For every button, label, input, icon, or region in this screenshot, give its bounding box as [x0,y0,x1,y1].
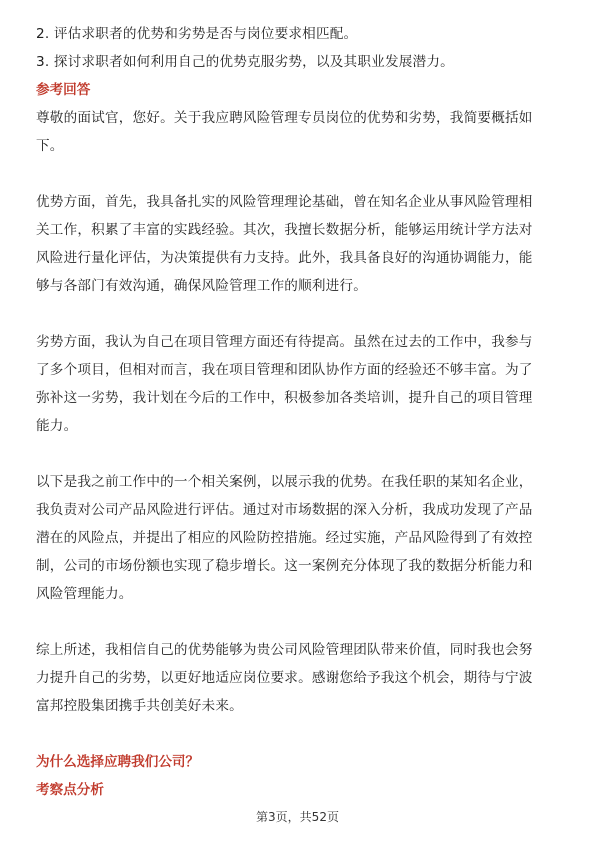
answer-heading: 参考回答 [36,82,91,98]
paragraph-line: 尊敬的面试官，您好。关于我应聘风险管理专员岗位的优势和劣势，我简要概括如 [36,110,533,126]
list-item-2: 2. 评估求职者的优势和劣势是否与岗位要求相匹配。 [36,26,358,42]
paragraph-line: 综上所述，我相信自己的优势能够为贵公司风险管理团队带来价值，同时我也会努 [36,642,533,658]
paragraph-line: 制，公司的市场份额也实现了稳步增长。这一案例充分体现了我的数据分析能力和 [36,558,533,574]
paragraph-line: 风险进行量化评估，为决策提供有力支持。此外，我具备良好的沟通协调能力，能 [36,250,533,266]
paragraph-summary [36,636,560,720]
paragraph-line: 以下是我之前工作中的一个相关案例，以展示我的优势。在我任职的某知名企业， [36,474,533,490]
paragraph-line: 风险管理能力。 [36,586,133,602]
paragraph-line: 了多个项目，但相对而言，我在项目管理和团队协作方面的经验还不够丰富。为了 [36,362,533,378]
paragraph-line: 下。 [36,138,64,154]
paragraph-weaknesses [36,328,560,440]
paragraph-line: 弥补这一劣势，我计划在今后的工作中，积极参加各类培训，提升自己的项目管理 [36,390,533,406]
paragraph-line: 关工作，积累了丰富的实践经验。其次，我擅长数据分析，能够运用统计学方法对 [36,222,533,238]
paragraph-line: 我负责对公司产品风险进行评估。通过对市场数据的深入分析，我成功发现了产品 [36,502,533,518]
paragraph-line: 能力。 [36,418,78,434]
paragraph-line: 潜在的风险点，并提出了相应的风险防控措施。经过实施，产品风险得到了有效控 [36,530,533,546]
paragraph-line: 富邦控股集团携手共创美好未来。 [36,698,243,714]
list-item-3: 3. 探讨求职者如何利用自己的优势克服劣势，以及其职业发展潜力。 [36,54,454,70]
page-number-footer: 第3页，共52页 [256,810,339,824]
analysis-heading: 考察点分析 [36,782,104,798]
paragraph-case [36,468,560,608]
next-question-heading: 为什么选择应聘我们公司？ [36,754,200,770]
paragraph-line: 劣势方面，我认为自己在项目管理方面还有待提高。虽然在过去的工作中，我参与 [36,334,533,350]
paragraph-intro [36,104,560,160]
page-content [36,20,560,804]
paragraph-strengths [36,188,560,300]
paragraph-line: 优势方面，首先，我具备扎实的风险管理理论基础，曾在知名企业从事风险管理相 [36,194,533,210]
paragraph-line: 够与各部门有效沟通，确保风险管理工作的顺利进行。 [36,278,368,294]
paragraph-line: 力提升自己的劣势，以更好地适应岗位要求。感谢您给予我这个机会，期待与宁波 [36,670,533,686]
